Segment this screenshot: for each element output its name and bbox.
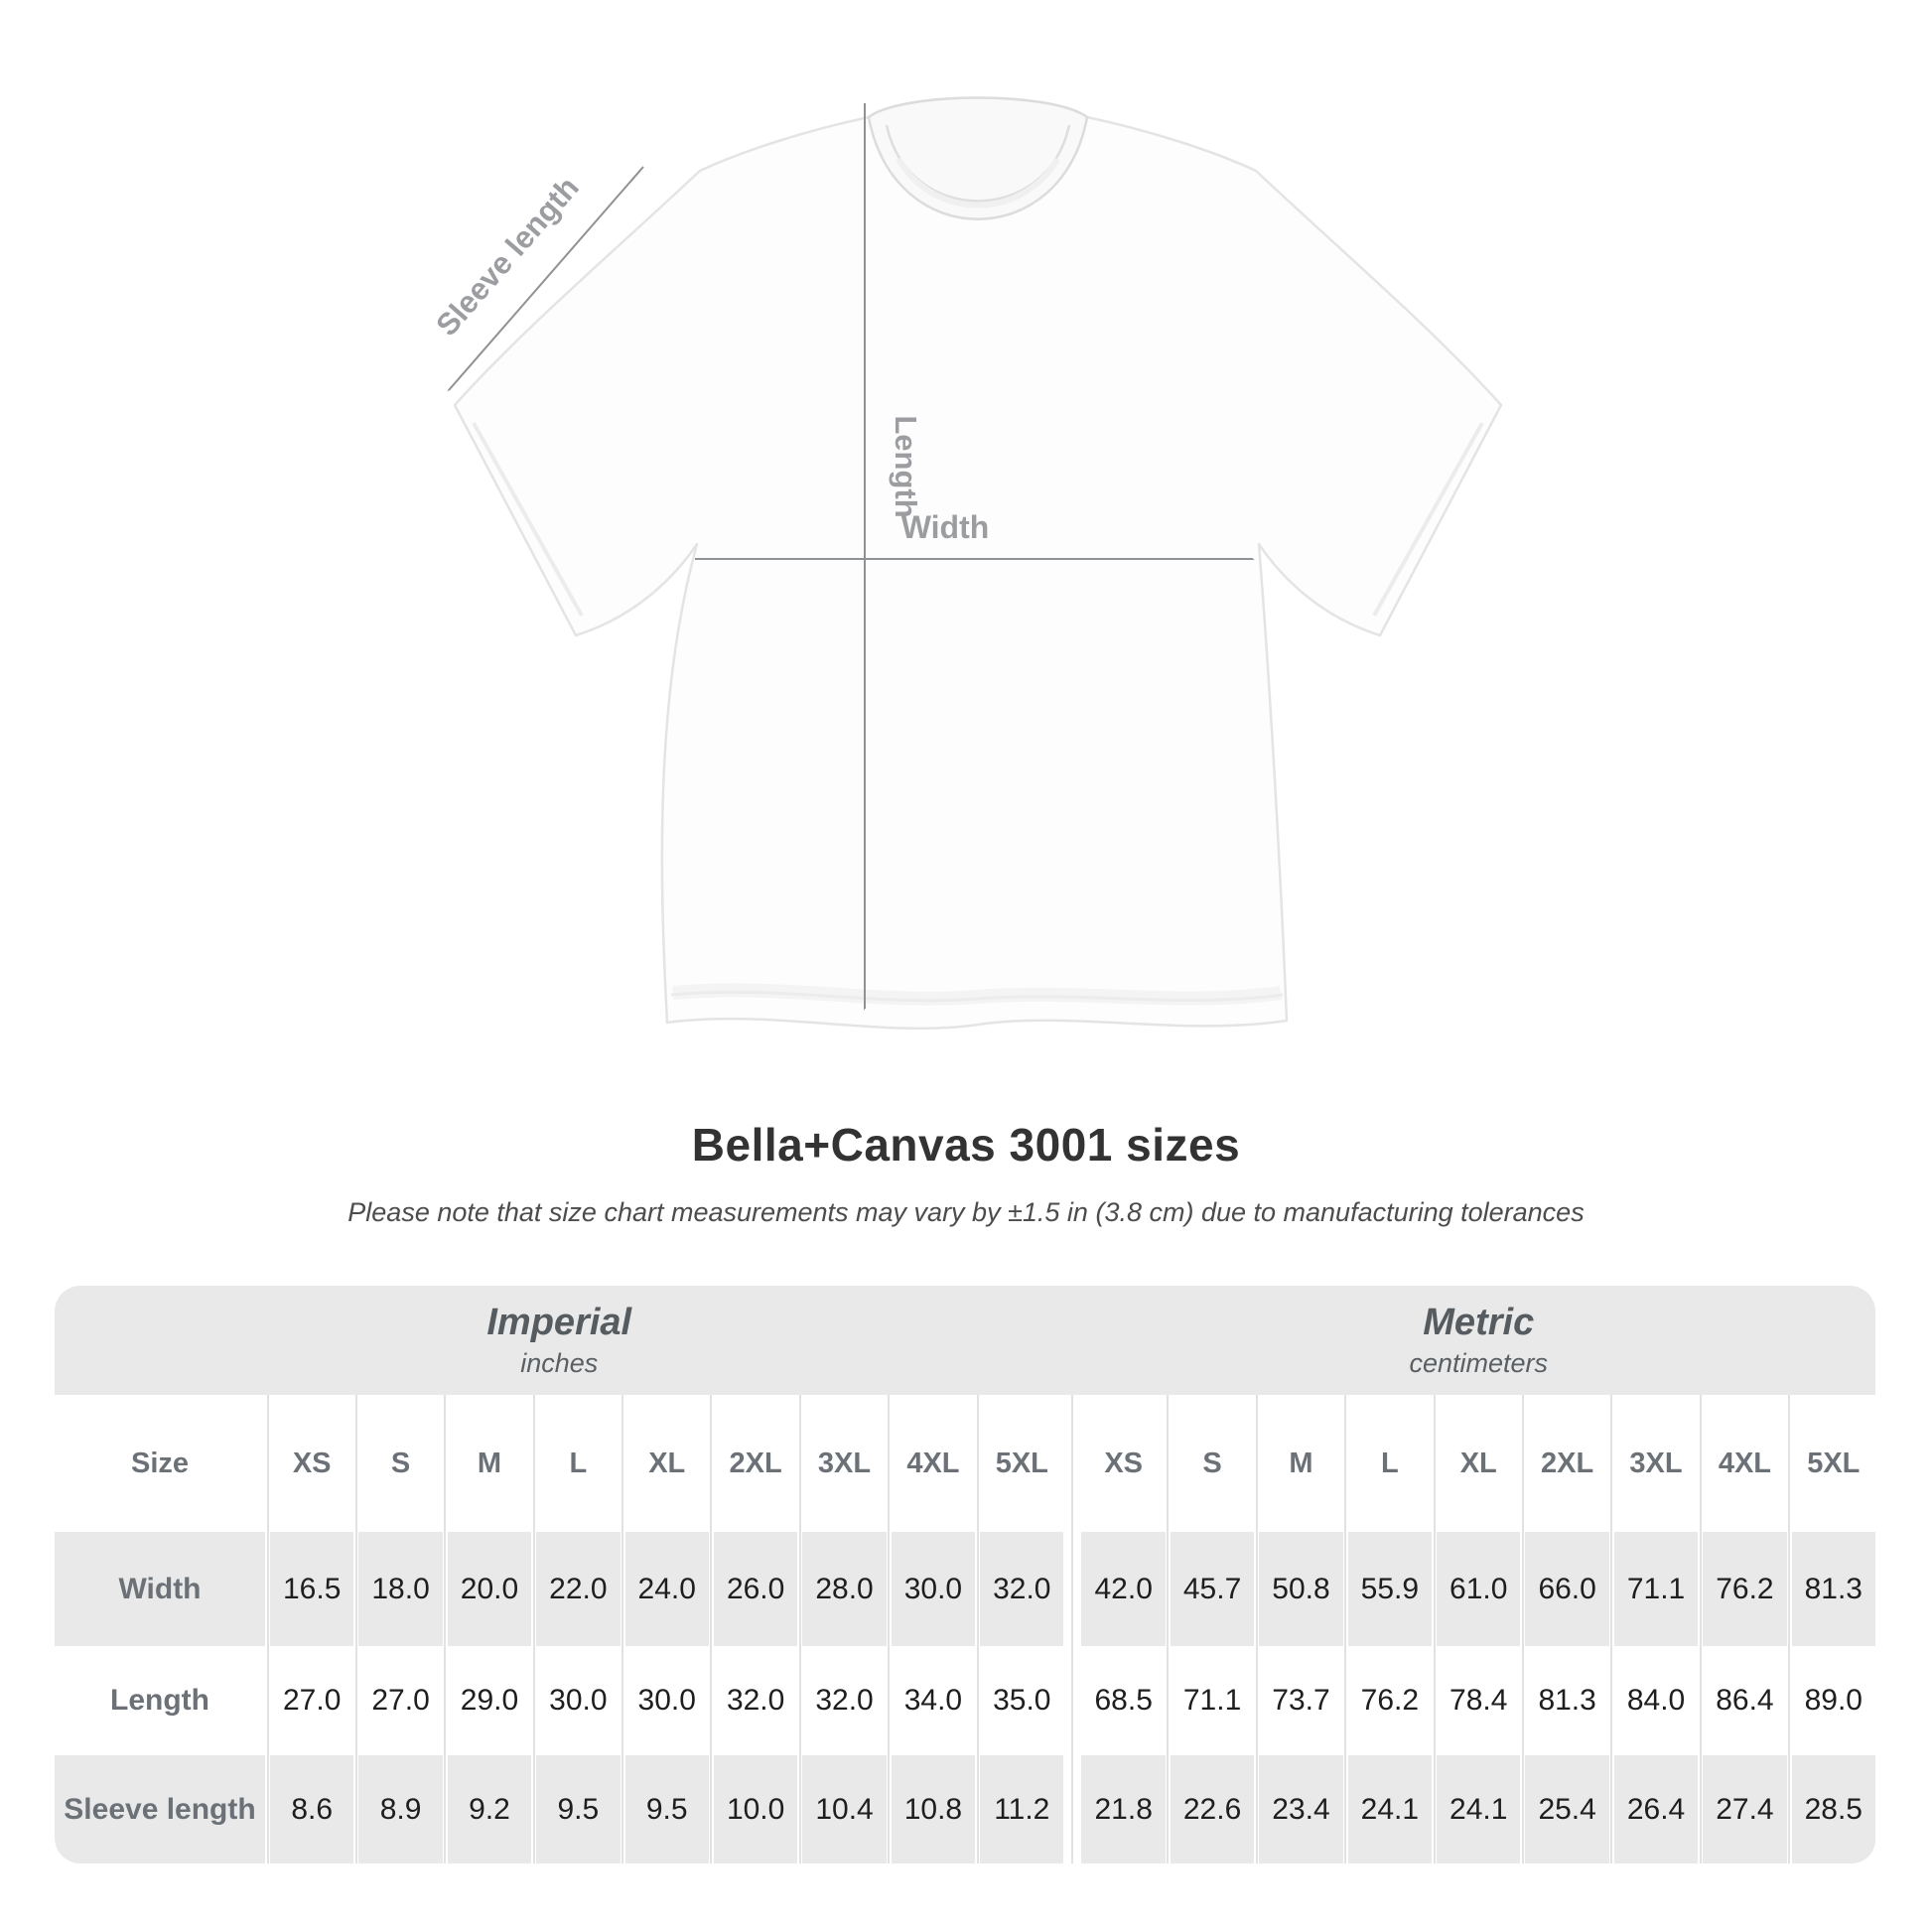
metric-unit: centimeters xyxy=(1409,1348,1549,1378)
size-table-rows xyxy=(55,1395,1875,1863)
value-cell-metric: 24.1 xyxy=(1437,1755,1520,1863)
tshirt-outline xyxy=(455,98,1501,1029)
value-cell-imperial: 29.0 xyxy=(448,1646,531,1755)
value-cell-imperial: 32.0 xyxy=(802,1646,886,1755)
measurement-row xyxy=(55,1755,1875,1863)
value-cell-imperial: 10.4 xyxy=(802,1755,886,1863)
value-cell-metric: 22.6 xyxy=(1171,1755,1254,1863)
sleeve-length-arrow-label: Sleeve length xyxy=(429,170,586,344)
size-header-cell-metric: 4XL xyxy=(1703,1395,1786,1532)
measurement-row xyxy=(55,1646,1875,1755)
value-cell-metric: 55.9 xyxy=(1348,1532,1432,1646)
imperial-unit: inches xyxy=(520,1348,599,1378)
value-cell-metric: 45.7 xyxy=(1171,1532,1254,1646)
value-cell-metric: 86.4 xyxy=(1703,1646,1786,1755)
size-header-cell-imperial: S xyxy=(358,1395,442,1532)
value-cell-imperial: 27.0 xyxy=(358,1646,442,1755)
value-cell-metric: 50.8 xyxy=(1259,1532,1342,1646)
size-header-cell-metric: 3XL xyxy=(1614,1395,1698,1532)
size-header-cell-metric: L xyxy=(1348,1395,1432,1532)
value-cell-imperial: 9.2 xyxy=(448,1755,531,1863)
value-cell-imperial: 27.0 xyxy=(270,1646,353,1755)
value-cell-imperial: 35.0 xyxy=(980,1646,1063,1755)
value-cell-imperial: 32.0 xyxy=(714,1646,797,1755)
value-cell-imperial: 10.0 xyxy=(714,1755,797,1863)
value-cell-imperial: 30.0 xyxy=(892,1532,975,1646)
value-cell-metric: 81.3 xyxy=(1525,1646,1608,1755)
value-cell-imperial: 28.0 xyxy=(802,1532,886,1646)
value-cell-metric: 76.2 xyxy=(1348,1646,1432,1755)
value-cell-metric: 71.1 xyxy=(1171,1646,1254,1755)
value-cell-metric: 66.0 xyxy=(1525,1532,1608,1646)
value-cell-imperial: 18.0 xyxy=(358,1532,442,1646)
value-cell-metric: 84.0 xyxy=(1614,1646,1698,1755)
size-header-cell-metric: XS xyxy=(1081,1395,1165,1532)
page-title: Bella+Canvas 3001 sizes xyxy=(691,1119,1241,1171)
value-cell-metric: 42.0 xyxy=(1081,1532,1165,1646)
size-header-cell-metric: 5XL xyxy=(1792,1395,1875,1532)
size-header-cell-imperial: 5XL xyxy=(980,1395,1063,1532)
value-cell-metric: 23.4 xyxy=(1259,1755,1342,1863)
value-cell-imperial: 9.5 xyxy=(625,1755,709,1863)
value-cell-metric: 78.4 xyxy=(1437,1646,1520,1755)
units-header-row xyxy=(55,1286,1875,1395)
imperial-unit-header xyxy=(55,1286,1064,1395)
value-cell-imperial: 8.9 xyxy=(358,1755,442,1863)
size-header-row xyxy=(55,1395,1875,1532)
value-cell-imperial: 30.0 xyxy=(536,1646,620,1755)
size-header-cell-metric: S xyxy=(1171,1395,1254,1532)
imperial-label: Imperial xyxy=(486,1302,632,1343)
value-cell-imperial: 34.0 xyxy=(892,1646,975,1755)
size-header-cell-imperial: XS xyxy=(270,1395,353,1532)
size-corner-header: Size xyxy=(130,1447,190,1479)
value-cell-metric: 27.4 xyxy=(1703,1755,1786,1863)
size-header-cell-imperial: XL xyxy=(625,1395,709,1532)
value-cell-imperial: 8.6 xyxy=(270,1755,353,1863)
value-cell-imperial: 9.5 xyxy=(536,1755,620,1863)
metric-label: Metric xyxy=(1423,1302,1535,1343)
size-header-cell-metric: XL xyxy=(1437,1395,1520,1532)
value-cell-metric: 73.7 xyxy=(1259,1646,1342,1755)
value-cell-metric: 81.3 xyxy=(1792,1532,1875,1646)
value-cell-imperial: 22.0 xyxy=(536,1532,620,1646)
row-label: Sleeve length xyxy=(55,1755,265,1863)
value-cell-metric: 26.4 xyxy=(1614,1755,1698,1863)
metric-unit-header xyxy=(1082,1286,1876,1395)
value-cell-metric: 61.0 xyxy=(1437,1532,1520,1646)
value-cell-metric: 28.5 xyxy=(1792,1755,1875,1863)
size-header-cell-imperial: 4XL xyxy=(892,1395,975,1532)
value-cell-metric: 76.2 xyxy=(1703,1532,1786,1646)
value-cell-imperial: 11.2 xyxy=(980,1755,1063,1863)
value-cell-imperial: 16.5 xyxy=(270,1532,353,1646)
value-cell-metric: 71.1 xyxy=(1614,1532,1698,1646)
size-header-cell-imperial: 3XL xyxy=(802,1395,886,1532)
value-cell-metric: 25.4 xyxy=(1525,1755,1608,1863)
size-header-cell-imperial: M xyxy=(448,1395,531,1532)
row-label: Length xyxy=(110,1684,209,1717)
value-cell-imperial: 20.0 xyxy=(448,1532,531,1646)
value-cell-imperial: 10.8 xyxy=(892,1755,975,1863)
value-cell-imperial: 26.0 xyxy=(714,1532,797,1646)
size-table xyxy=(55,1286,1875,1863)
measurement-row xyxy=(55,1532,1875,1646)
value-cell-imperial: 24.0 xyxy=(625,1532,709,1646)
value-cell-metric: 24.1 xyxy=(1348,1755,1432,1863)
length-arrow-label: Length xyxy=(889,415,923,518)
value-cell-imperial: 32.0 xyxy=(980,1532,1063,1646)
value-cell-metric: 89.0 xyxy=(1792,1646,1875,1755)
value-cell-metric: 68.5 xyxy=(1081,1646,1165,1755)
size-header-cell-imperial: L xyxy=(536,1395,620,1532)
value-cell-metric: 21.8 xyxy=(1081,1755,1165,1863)
width-arrow-label: Width xyxy=(900,509,990,545)
page-subtitle: Please note that size chart measurements may vary by ±1.5 in (3.8 cm) due to manufacturing tolerances xyxy=(347,1197,1585,1227)
row-label: Width xyxy=(55,1532,265,1646)
size-header-cell-metric: M xyxy=(1259,1395,1342,1532)
size-header-cell-imperial: 2XL xyxy=(714,1395,797,1532)
value-cell-imperial: 30.0 xyxy=(625,1646,709,1755)
size-header-cell-metric: 2XL xyxy=(1525,1395,1608,1532)
